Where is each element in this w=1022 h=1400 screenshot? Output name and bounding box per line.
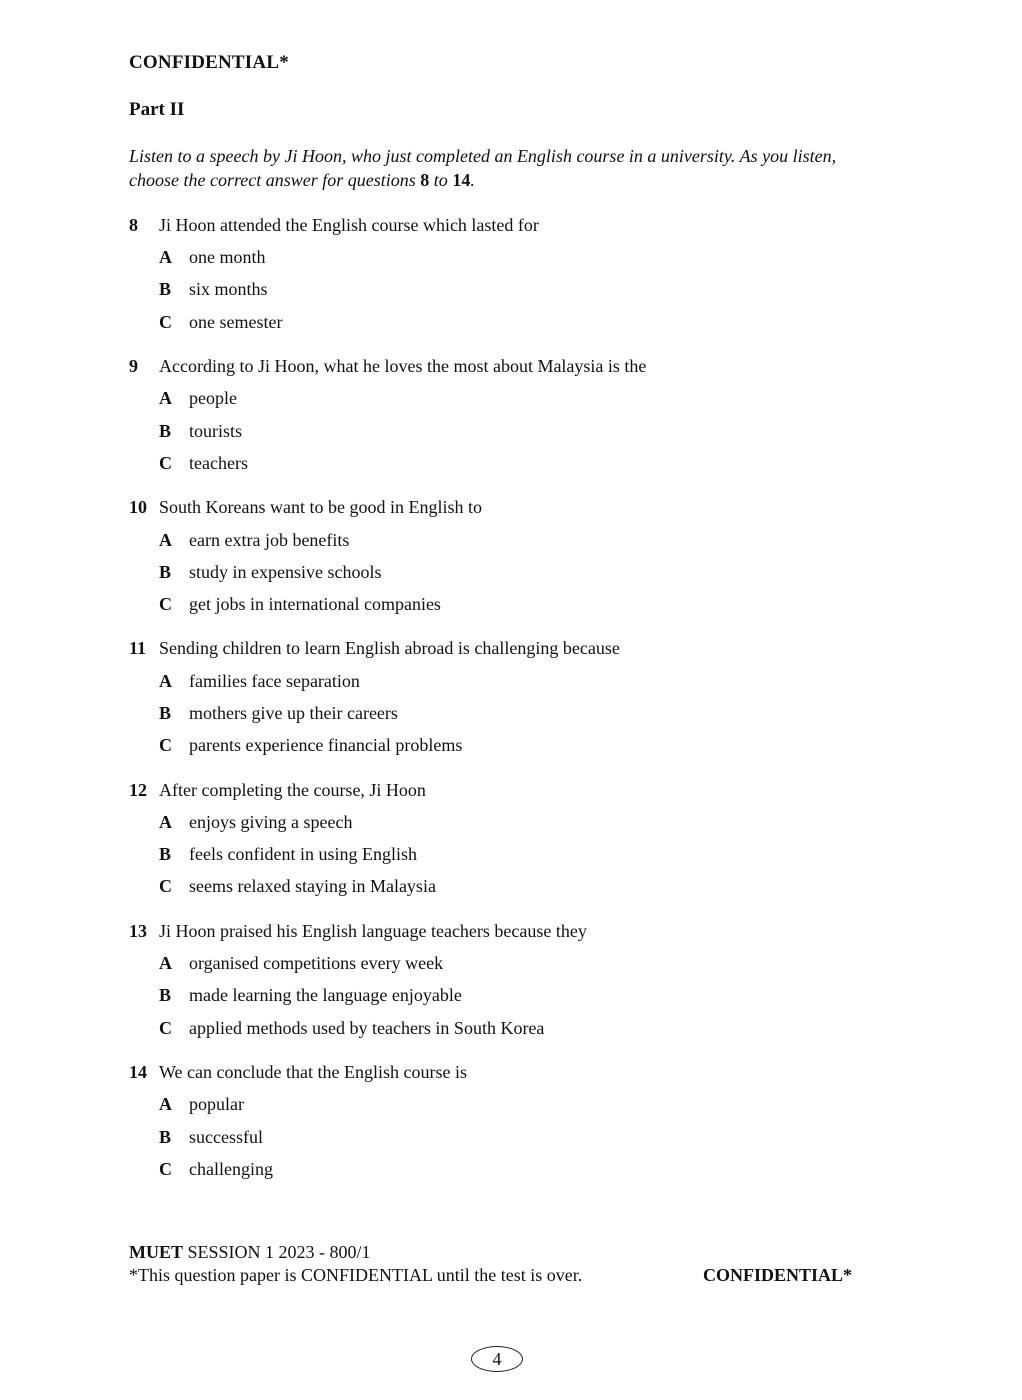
option-letter: C	[159, 311, 172, 332]
option-letter: B	[159, 844, 172, 865]
answer-option	[129, 697, 889, 729]
option-letter: A	[159, 529, 172, 550]
option-letter: B	[159, 561, 172, 582]
option-letter: B	[159, 985, 172, 1006]
option-letter: B	[159, 1126, 172, 1147]
question-10	[129, 491, 889, 632]
option-text: one semester	[189, 311, 283, 332]
question-stem	[129, 491, 889, 524]
option-letter: C	[159, 1158, 172, 1179]
answer-option	[129, 730, 889, 762]
answer-option	[129, 839, 889, 871]
option-text: teachers	[189, 452, 248, 473]
page-number	[471, 1346, 523, 1372]
answer-option	[129, 447, 889, 479]
instructions-first-question: 8	[420, 170, 430, 190]
question-stem	[129, 1056, 889, 1089]
question-text: Ji Hoon attended the English course which lasted for	[159, 214, 539, 235]
answer-option	[129, 1121, 889, 1153]
option-letter: C	[159, 452, 172, 473]
option-letter: A	[159, 670, 172, 691]
answer-option	[129, 1089, 889, 1121]
instructions-text: Listen to a speech by Ji Hoon, who just completed an English course in a university. As you listen, choose the correct answer for questions	[129, 146, 837, 190]
option-text: earn extra job benefits	[189, 529, 350, 550]
option-letter: B	[159, 703, 172, 723]
question-number: 14	[129, 1061, 147, 1082]
option-text: study in expensive schools	[189, 561, 382, 582]
option-text: popular	[189, 1094, 244, 1115]
instructions-end: .	[470, 170, 475, 190]
answer-option	[129, 665, 889, 697]
question-13	[129, 915, 889, 1056]
question-text: South Koreans want to be good in English to	[159, 497, 482, 518]
option-text: families face separation	[189, 670, 360, 691]
answer-option	[129, 306, 889, 338]
option-letter: C	[159, 876, 172, 897]
footer-session-text: SESSION 1 2023 - 800/1	[183, 1242, 371, 1262]
option-text: enjoys giving a speech	[189, 811, 353, 832]
instructions-to: to	[429, 170, 453, 190]
instructions-last-question: 14	[452, 170, 471, 190]
question-11	[129, 633, 889, 774]
question-stem	[129, 633, 889, 666]
answer-option	[129, 1012, 889, 1044]
question-number: 12	[129, 779, 147, 800]
instructions	[129, 144, 869, 192]
answer-option	[129, 415, 889, 447]
question-14	[129, 1056, 889, 1197]
option-text: organised competitions every week	[189, 953, 444, 974]
answer-option	[129, 980, 889, 1012]
option-letter: A	[159, 388, 172, 409]
answer-option	[129, 806, 889, 838]
option-text: mothers give up their careers	[189, 703, 398, 723]
question-8	[129, 209, 889, 350]
question-number: 9	[129, 355, 138, 376]
question-text: After completing the course, Ji Hoon	[159, 779, 426, 800]
question-stem	[129, 774, 889, 807]
question-stem	[129, 915, 889, 948]
page-number-text: 4	[492, 1348, 502, 1369]
option-text: feels confident in using English	[189, 844, 417, 865]
option-letter: A	[159, 247, 172, 268]
part-title: Part II	[129, 99, 185, 120]
question-stem	[129, 209, 889, 242]
confidential-footer: CONFIDENTIAL*	[702, 1265, 852, 1285]
option-letter: B	[159, 279, 172, 300]
option-text: one month	[189, 247, 266, 268]
option-letter: B	[159, 420, 172, 441]
answer-option	[129, 588, 889, 620]
option-text: six months	[189, 279, 268, 300]
question-number: 8	[129, 214, 138, 235]
answer-option	[129, 556, 889, 588]
question-12	[129, 774, 889, 915]
option-letter: C	[159, 594, 172, 615]
question-number: 11	[129, 638, 147, 659]
option-text: seems relaxed staying in Malaysia	[189, 876, 436, 897]
footer-exam: MUET	[129, 1242, 183, 1262]
question-text: We can conclude that the English course is	[159, 1061, 467, 1082]
option-letter: A	[159, 1094, 172, 1115]
question-list	[129, 209, 889, 1197]
answer-option	[129, 274, 889, 306]
question-number: 10	[129, 497, 147, 518]
option-letter: A	[159, 811, 172, 832]
option-text: challenging	[189, 1158, 273, 1179]
option-text: people	[189, 388, 237, 409]
question-number: 13	[129, 920, 147, 941]
option-text: successful	[189, 1126, 263, 1147]
question-text: Sending children to learn English abroad is challenging because	[159, 638, 620, 659]
option-text: made learning the language enjoyable	[189, 985, 462, 1006]
option-text: applied methods used by teachers in South Korea	[189, 1017, 545, 1038]
footer-session	[129, 1242, 371, 1263]
answer-option	[129, 242, 889, 274]
answer-option	[129, 524, 889, 556]
question-9	[129, 350, 889, 491]
option-text: tourists	[189, 420, 243, 441]
option-letter: C	[159, 1017, 172, 1038]
footer-note: *This question paper is CONFIDENTIAL until the test is over.	[129, 1265, 583, 1285]
question-text: Ji Hoon praised his English language teachers because they	[159, 920, 587, 941]
answer-option	[129, 947, 889, 979]
option-text: get jobs in international companies	[189, 594, 441, 615]
answer-option	[129, 1153, 889, 1185]
option-text: parents experience financial problems	[189, 735, 463, 756]
option-letter: C	[159, 735, 172, 756]
question-stem	[129, 350, 889, 383]
option-letter: A	[159, 953, 172, 974]
answer-option	[129, 383, 889, 415]
confidential-header: CONFIDENTIAL*	[129, 52, 289, 73]
answer-option	[129, 871, 889, 903]
question-text: According to Ji Hoon, what he loves the most about Malaysia is the	[159, 355, 647, 376]
